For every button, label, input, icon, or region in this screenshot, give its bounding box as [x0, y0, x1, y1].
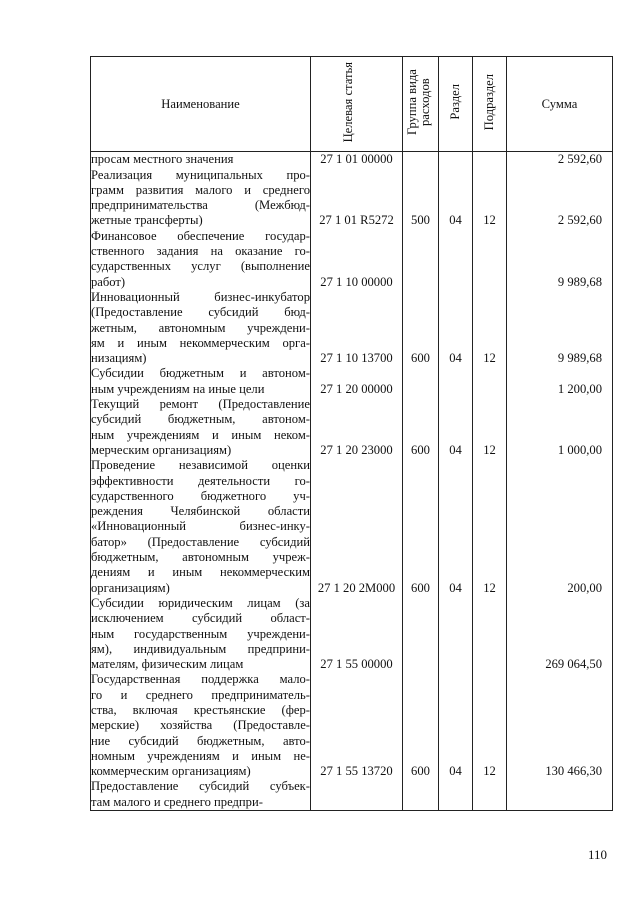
table-row-name — [91, 779, 310, 810]
spacer — [507, 550, 612, 565]
spacer — [439, 489, 472, 504]
spacer — [439, 183, 472, 198]
sum-value: 2 592,60 — [557, 152, 602, 167]
spacer — [439, 550, 472, 565]
page-number: 110 — [588, 847, 608, 862]
spacer — [311, 229, 402, 244]
spacer — [507, 672, 612, 687]
spacer — [311, 412, 402, 427]
name-line: «Инновационный бизнес-инку- — [91, 519, 310, 534]
name-line: мерческим организациям) — [91, 442, 232, 457]
spacer — [507, 642, 612, 657]
spacer — [311, 734, 402, 749]
spacer — [473, 474, 506, 489]
expense-group-value — [403, 382, 438, 397]
sum-value: 1 000,00 — [557, 442, 602, 457]
table-row-name — [91, 397, 310, 458]
spacer — [507, 688, 612, 703]
spacer — [439, 688, 472, 703]
spacer — [403, 244, 438, 259]
name-line: низациям) — [91, 351, 147, 366]
spacer — [507, 627, 612, 642]
section-value: 04 — [449, 442, 462, 457]
subsection-value — [473, 382, 506, 397]
spacer — [473, 565, 506, 580]
spacer — [403, 627, 438, 642]
spacer — [473, 290, 506, 305]
section-value: 04 — [449, 213, 462, 228]
spacer — [507, 474, 612, 489]
table-row-name — [91, 366, 310, 397]
spacer — [473, 535, 506, 550]
spacer — [507, 458, 612, 473]
name-line: дениям и иным некоммерческим — [91, 565, 310, 580]
spacer — [403, 229, 438, 244]
spacer — [403, 290, 438, 305]
section-column — [439, 152, 473, 811]
spacer — [403, 718, 438, 733]
name-line: ным учреждениям на иные цели — [91, 381, 265, 396]
spacer — [507, 321, 612, 336]
spacer — [507, 428, 612, 443]
spacer — [507, 198, 612, 213]
spacer — [473, 366, 506, 381]
spacer — [439, 229, 472, 244]
spacer — [439, 458, 472, 473]
spacer — [439, 504, 472, 519]
spacer — [403, 749, 438, 764]
spacer — [403, 366, 438, 381]
expense-group-value: 600 — [411, 351, 430, 366]
header-name: Наименование — [91, 57, 311, 152]
section-value — [439, 657, 472, 672]
name-line: ственного задания на оказание го- — [91, 244, 310, 259]
table-row-name — [91, 168, 310, 229]
spacer — [507, 489, 612, 504]
expense-group-value: 600 — [411, 764, 430, 779]
name-line: Проведение независимой оценки — [91, 458, 310, 473]
sum-value — [507, 795, 612, 810]
spacer — [403, 198, 438, 213]
section-value — [439, 152, 472, 167]
table-row-name — [91, 672, 310, 779]
spacer — [439, 672, 472, 687]
spacer — [311, 290, 402, 305]
spacer — [311, 244, 402, 259]
spacer — [311, 627, 402, 642]
spacer — [403, 458, 438, 473]
header-expense-group: Группа вида расходов — [403, 57, 439, 152]
spacer — [311, 259, 402, 274]
spacer — [507, 229, 612, 244]
sum-value: 269 064,50 — [545, 657, 602, 672]
subsection-value: 12 — [483, 442, 496, 457]
spacer — [403, 183, 438, 198]
target-article-column — [311, 152, 403, 811]
expense-group-value: 500 — [411, 213, 430, 228]
spacer — [507, 565, 612, 580]
expense-group-value: 600 — [411, 442, 430, 457]
spacer — [439, 474, 472, 489]
spacer — [507, 718, 612, 733]
subsection-value — [473, 657, 506, 672]
spacer — [473, 244, 506, 259]
header-sum: Сумма — [507, 57, 613, 152]
name-line: го и среднего предприниматель- — [91, 687, 310, 702]
name-line: эффективности деятельности го- — [91, 473, 310, 488]
spacer — [507, 596, 612, 611]
spacer — [507, 504, 612, 519]
section-value — [439, 382, 472, 397]
spacer — [311, 596, 402, 611]
spacer — [311, 183, 402, 198]
sum-value: 9 989,68 — [557, 351, 602, 366]
name-line: ние субсидий бюджетным, авто- — [91, 733, 310, 748]
budget-table — [90, 56, 613, 811]
target-article-code: 27 1 01 00000 — [320, 152, 393, 167]
spacer — [507, 703, 612, 718]
spacer — [473, 198, 506, 213]
spacer — [403, 305, 438, 320]
spacer — [311, 519, 402, 534]
spacer — [439, 244, 472, 259]
spacer — [311, 321, 402, 336]
target-article-code: 27 1 20 2М000 — [317, 580, 396, 595]
spacer — [507, 519, 612, 534]
spacer — [403, 321, 438, 336]
spacer — [439, 305, 472, 320]
spacer — [473, 688, 506, 703]
spacer — [439, 779, 472, 794]
subsection-value — [473, 795, 506, 810]
spacer — [311, 779, 402, 794]
name-line: сударственных услуг (выполнение — [91, 259, 310, 274]
spacer — [473, 550, 506, 565]
table-row-name — [91, 229, 310, 290]
spacer — [403, 535, 438, 550]
name-line: ям), индивидуальным предприни- — [91, 641, 310, 656]
spacer — [403, 474, 438, 489]
table-row-name — [91, 152, 310, 167]
subsection-value: 12 — [483, 351, 496, 366]
spacer — [403, 397, 438, 412]
name-line: Реализация муниципальных про- — [91, 167, 310, 182]
spacer — [507, 336, 612, 351]
spacer — [311, 642, 402, 657]
spacer — [439, 596, 472, 611]
spacer — [439, 198, 472, 213]
spacer — [507, 244, 612, 259]
name-line: бюджетным, автономным учреж- — [91, 550, 310, 565]
spacer — [403, 550, 438, 565]
expense-group-value — [403, 795, 438, 810]
name-line: Государственная поддержка мало- — [91, 672, 310, 687]
target-article-code: 27 1 10 13700 — [320, 351, 393, 366]
section-value: 04 — [449, 351, 462, 366]
subsection-value — [473, 275, 506, 290]
spacer — [473, 504, 506, 519]
name-line: Текущий ремонт (Предоставление — [91, 397, 310, 412]
spacer — [439, 259, 472, 274]
spacer — [311, 718, 402, 733]
sum-value: 9 989,68 — [557, 274, 602, 289]
spacer — [473, 749, 506, 764]
spacer — [403, 672, 438, 687]
header-subsection: Подраздел — [473, 57, 507, 152]
spacer — [473, 458, 506, 473]
name-line: сударственного бюджетного уч- — [91, 488, 310, 503]
spacer — [403, 596, 438, 611]
spacer — [507, 305, 612, 320]
section-value — [439, 275, 472, 290]
spacer — [311, 504, 402, 519]
name-line: ным учреждениям и иным неком- — [91, 427, 310, 442]
name-line: мателям, физическим лицам — [91, 657, 244, 672]
spacer — [507, 412, 612, 427]
spacer — [473, 627, 506, 642]
spacer — [507, 535, 612, 550]
spacer — [311, 458, 402, 473]
target-article-code: 27 1 55 13720 — [320, 764, 393, 779]
spacer — [439, 519, 472, 534]
spacer — [311, 168, 402, 183]
spacer — [507, 183, 612, 198]
spacer — [403, 168, 438, 183]
spacer — [403, 428, 438, 443]
spacer — [311, 550, 402, 565]
spacer — [403, 504, 438, 519]
spacer — [473, 428, 506, 443]
spacer — [473, 779, 506, 794]
spacer — [403, 259, 438, 274]
sum-value: 2 592,60 — [557, 213, 602, 228]
spacer — [439, 366, 472, 381]
target-article-code — [311, 795, 402, 810]
name-line: исключением субсидий област- — [91, 611, 310, 626]
expense-group-column — [403, 152, 439, 811]
spacer — [403, 489, 438, 504]
table-header-row — [91, 57, 613, 152]
name-line: Субсидии юридическим лицам (за — [91, 595, 310, 610]
section-value — [439, 795, 472, 810]
spacer — [403, 688, 438, 703]
spacer — [439, 734, 472, 749]
spacer — [311, 305, 402, 320]
name-line: ям и иным некоммерческим орга- — [91, 335, 310, 350]
name-line: работ) — [91, 274, 126, 289]
name-line: жетные трансферты) — [91, 213, 203, 228]
spacer — [311, 397, 402, 412]
spacer — [311, 611, 402, 626]
name-line: жетным, автономным учреждени- — [91, 320, 310, 335]
spacer — [473, 397, 506, 412]
name-line: Инновационный бизнес-инкубатор — [91, 289, 310, 304]
section-value: 04 — [449, 580, 462, 595]
spacer — [439, 749, 472, 764]
spacer — [311, 535, 402, 550]
spacer — [311, 198, 402, 213]
target-article-code: 27 1 01 R5272 — [319, 213, 394, 228]
name-line: батор» (Предоставление субсидий — [91, 534, 310, 549]
spacer — [473, 229, 506, 244]
spacer — [311, 749, 402, 764]
name-line: предпринимательства (Межбюд- — [91, 198, 310, 213]
spacer — [507, 611, 612, 626]
spacer — [507, 397, 612, 412]
expense-group-value — [403, 657, 438, 672]
spacer — [403, 336, 438, 351]
spacer — [473, 321, 506, 336]
spacer — [403, 703, 438, 718]
spacer — [439, 428, 472, 443]
subsection-value: 12 — [483, 580, 496, 595]
spacer — [473, 519, 506, 534]
spacer — [507, 259, 612, 274]
table-row-name — [91, 596, 310, 672]
spacer — [403, 565, 438, 580]
name-line: грамм развития малого и среднего — [91, 182, 310, 197]
expense-group-value — [403, 152, 438, 167]
spacer — [403, 519, 438, 534]
spacer — [473, 718, 506, 733]
spacer — [473, 336, 506, 351]
expense-group-value: 600 — [411, 580, 430, 595]
spacer — [473, 596, 506, 611]
target-article-code: 27 1 10 00000 — [320, 274, 393, 289]
subsection-value: 12 — [483, 213, 496, 228]
sum-value: 200,00 — [567, 580, 602, 595]
spacer — [473, 305, 506, 320]
name-line: ным государственным учреждени- — [91, 626, 310, 641]
name-line: организациям) — [91, 580, 170, 595]
spacer — [439, 168, 472, 183]
name-line: (Предоставление субсидий бюд- — [91, 305, 310, 320]
name-line: там малого и среднего предпри- — [91, 794, 263, 809]
sum-value: 130 466,30 — [545, 764, 602, 779]
spacer — [439, 535, 472, 550]
spacer — [403, 611, 438, 626]
spacer — [507, 734, 612, 749]
spacer — [507, 749, 612, 764]
target-article-code: 27 1 20 23000 — [320, 442, 393, 457]
spacer — [473, 703, 506, 718]
spacer — [507, 168, 612, 183]
name-line: субсидий бюджетным, автоном- — [91, 412, 310, 427]
spacer — [311, 428, 402, 443]
target-article-code: 27 1 55 00000 — [320, 657, 393, 672]
name-line: реждения Челябинской области — [91, 504, 310, 519]
target-article-code: 27 1 20 00000 — [320, 381, 393, 396]
spacer — [403, 779, 438, 794]
spacer — [311, 688, 402, 703]
spacer — [403, 412, 438, 427]
name-line: Субсидии бюджетным и автоном- — [91, 366, 310, 381]
sum-column — [507, 152, 613, 811]
section-value: 04 — [449, 764, 462, 779]
spacer — [473, 734, 506, 749]
spacer — [473, 412, 506, 427]
spacer — [473, 642, 506, 657]
name-line: Предоставление субсидий субъек- — [91, 779, 310, 794]
table-row-name — [91, 458, 310, 596]
spacer — [507, 779, 612, 794]
spacer — [439, 565, 472, 580]
spacer — [403, 734, 438, 749]
spacer — [439, 627, 472, 642]
spacer — [311, 474, 402, 489]
spacer — [311, 565, 402, 580]
spacer — [439, 290, 472, 305]
name-line: просам местного значения — [91, 152, 234, 167]
table-row-name — [91, 290, 310, 366]
spacer — [473, 489, 506, 504]
spacer — [507, 366, 612, 381]
spacer — [473, 168, 506, 183]
spacer — [473, 183, 506, 198]
spacer — [507, 290, 612, 305]
sum-value: 1 200,00 — [557, 381, 602, 396]
spacer — [439, 642, 472, 657]
name-line: ства, включая крестьянские (фер- — [91, 702, 310, 717]
name-line: Финансовое обеспечение государ- — [91, 228, 310, 243]
spacer — [439, 336, 472, 351]
spacer — [439, 412, 472, 427]
spacer — [439, 321, 472, 336]
spacer — [473, 672, 506, 687]
spacer — [403, 642, 438, 657]
name-line: коммерческим организациям) — [91, 764, 251, 779]
subsection-value — [473, 152, 506, 167]
spacer — [439, 611, 472, 626]
spacer — [439, 718, 472, 733]
subsection-value: 12 — [483, 764, 496, 779]
spacer — [311, 703, 402, 718]
spacer — [473, 611, 506, 626]
header-target-article: Целевая статья — [311, 57, 403, 152]
spacer — [311, 672, 402, 687]
name-line: номным учреждениям и иным не- — [91, 748, 310, 763]
header-section: Раздел — [439, 57, 473, 152]
subsection-column — [473, 152, 507, 811]
spacer — [311, 489, 402, 504]
spacer — [311, 336, 402, 351]
name-column — [91, 152, 311, 811]
spacer — [439, 703, 472, 718]
table-body-row — [91, 152, 613, 811]
name-line: мерские) хозяйства (Предоставле- — [91, 718, 310, 733]
expense-group-value — [403, 275, 438, 290]
spacer — [473, 259, 506, 274]
spacer — [311, 366, 402, 381]
spacer — [439, 397, 472, 412]
